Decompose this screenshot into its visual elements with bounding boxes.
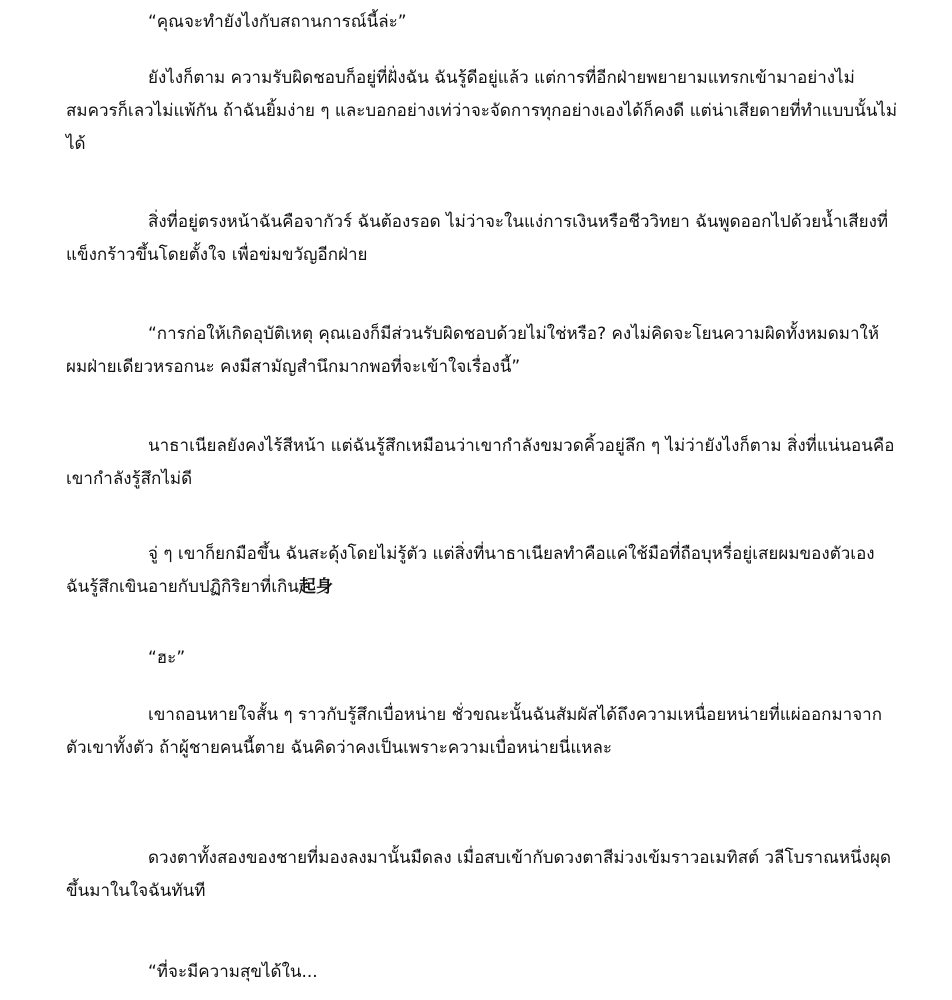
paragraph-6-text: จู่ ๆ เขาก็ยกมือขึ้น ฉันสะดุ้งโดยไม่รู้ตัว แต่สิ่งที่นาธาเนียลทำคือแค่ใช้มือที่ถือบุหรี่อยู่เสยผมของตัวเอง ฉันรู้สึกเขินอายกับปฏิกิริยาที่เกิน [66,544,875,597]
paragraph-4: “การก่อให้เกิดอุบัติเหตุ คุณเองก็มีส่วนรับผิดชอบด้วยไม่ใช่หรือ? คงไม่คิดจะโยนความผิดทั้งหมดมาให้ผมฝ่ายเดียวหรอกนะ คงมีสามัญสำนึกมากพอที่จะเข้าใจเรื่องนี้” [66,324,880,377]
paragraph-6 [66,538,898,604]
paragraph-1: “คุณจะทำยังไงกับสถานการณ์นี้ล่ะ” [148,12,407,32]
paragraph-6-emphasis: 起身 [298,577,333,597]
paragraph-3: สิ่งที่อยู่ตรงหน้าฉันคือจากัวร์ ฉันต้องรอด ไม่ว่าจะในแง่การเงินหรือชีววิทยา ฉันพูดออกไปด้วยน้ำเสียงที่แข็งกร้าวขึ้นโดยตั้งใจ เพื่อข่มขวัญอีกฝ่าย [66,212,889,265]
paragraph-9: ดวงตาทั้งสองของชายที่มองลงมานั้นมืดลง เมื่อสบเข้ากับดวงตาสีม่วงเข้มราวอเมทิสต์ วลีโบราณหนึ่งผุดขึ้นมาในใจฉันทันที [66,848,891,901]
paragraph-10: “ที่จะมีความสุขได้ใน... [148,962,318,982]
paragraph-8: เขาถอนหายใจสั้น ๆ ราวกับรู้สึกเบื่อหน่าย ชั่วขณะนั้นฉันสัมผัสได้ถึงความเหนื่อยหน่ายที่แผ่ออกมาจากตัวเขาทั้งตัว ถ้าผู้ชายคนนี้ตาย ฉันคิดว่าคงเป็นเพราะความเบื่อหน่ายนี่แหละ [66,705,883,758]
paragraph-5: นาธาเนียลยังคงไร้สีหน้า แต่ฉันรู้สึกเหมือนว่าเขากำลังขมวดคิ้วอยู่ลึก ๆ ไม่ว่ายังไงก็ตาม สิ่งที่แน่นอนคือเขากำลังรู้สึกไม่ดี [66,436,895,489]
paragraph-7: “ฮะ” [148,648,186,668]
paragraph-2: ยังไงก็ตาม ความรับผิดชอบก็อยู่ที่ฝั่งฉัน ฉันรู้ดีอยู่แล้ว แต่การที่อีกฝ่ายพยายามแทรกเข้ามาอย่างไม่สมควรก็เลวไม่แพ้กัน ถ้าฉันยิ้มง่าย ๆ และบอกอย่างเท่ว่าจะจัดการทุกอย่างเองได้ก็คงดี แต่น่าเสียดายที่ทำแบบนั้นไม่ได้ [66,68,898,154]
